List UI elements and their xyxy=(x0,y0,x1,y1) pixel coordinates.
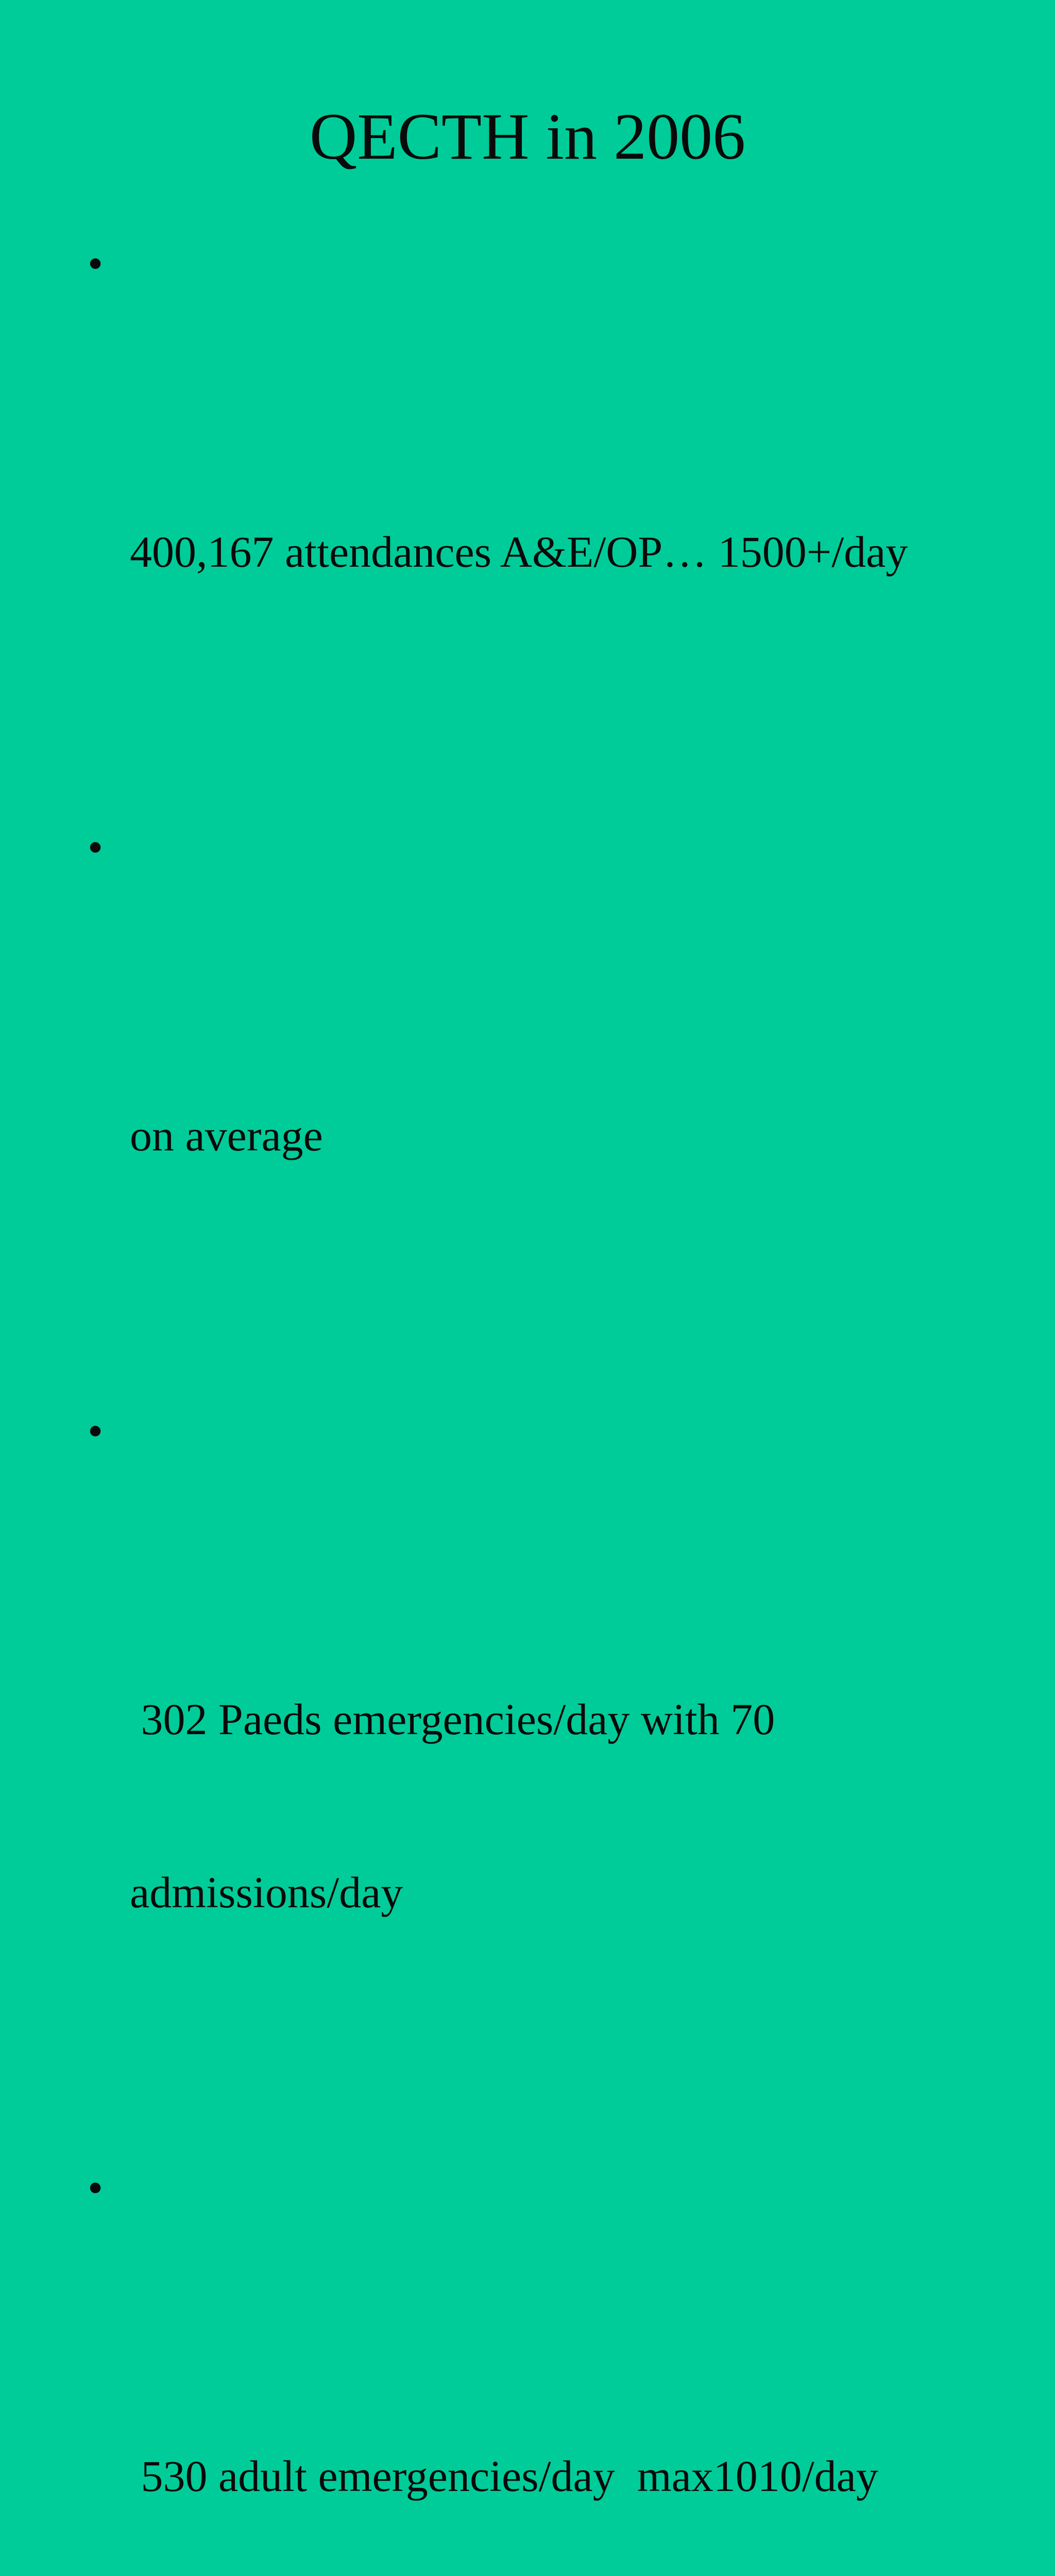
bullet-list xyxy=(88,234,1035,2576)
bullet-item-attendances xyxy=(88,234,1035,811)
bullet-line: admissions/day xyxy=(130,1868,403,1917)
bullet-text xyxy=(130,1575,1035,2037)
slide-title: QECTH in 2006 xyxy=(309,100,746,173)
bullet-line: 302 Paeds emergencies/day with 70 xyxy=(130,1694,775,1744)
bullet-item-paeds xyxy=(88,1402,1035,2152)
bullet-text xyxy=(130,408,1035,696)
bullet-text xyxy=(130,2332,1035,2576)
bullet-dot-icon: • xyxy=(88,1406,104,1455)
bullet-dot-icon: • xyxy=(88,822,104,872)
bullet-item-average xyxy=(88,818,1035,1395)
bullet-dot-icon: • xyxy=(88,2163,104,2212)
bullet-text xyxy=(130,991,1035,1280)
bullet-item-adult xyxy=(88,2159,1035,2576)
bullet-line: 400,167 attendances A&E/OP… 1500+/day xyxy=(130,527,908,577)
bullet-dot-icon: • xyxy=(88,239,104,288)
bullet-line: 530 adult emergencies/day max1010/day xyxy=(130,2451,878,2501)
bullet-line: on average xyxy=(130,1111,323,1160)
